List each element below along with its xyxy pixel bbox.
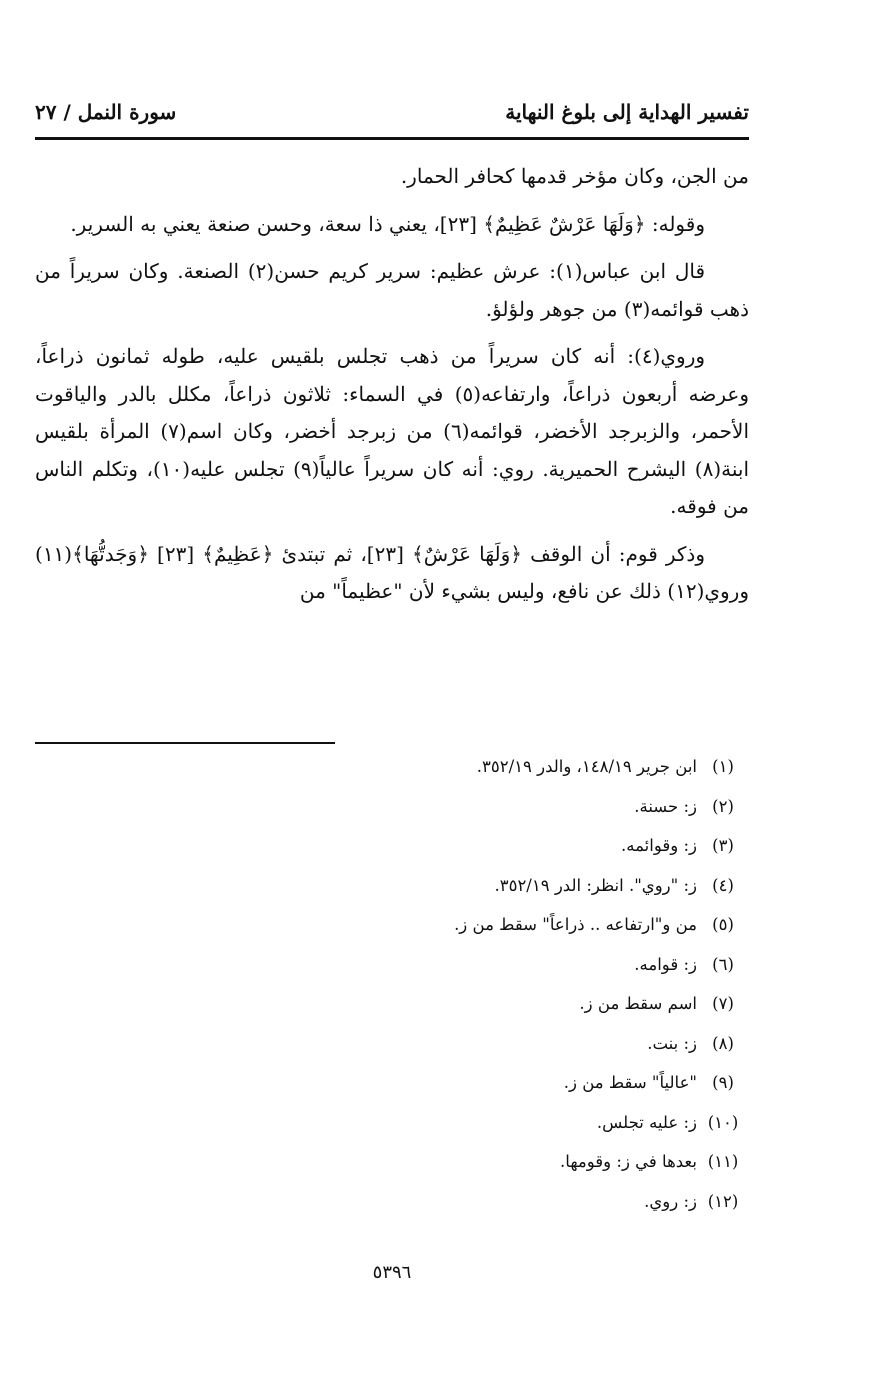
- footnote-text: ز: وقوائمه.: [621, 836, 697, 855]
- footnote: [35, 1073, 749, 1113]
- footnote: [35, 994, 749, 1034]
- footnote-number: (٩): [712, 1073, 734, 1092]
- footnote-number: (١١): [707, 1152, 739, 1171]
- footnote: [35, 915, 749, 955]
- footnote-text: بعدها في ز: وقومها.: [560, 1152, 697, 1171]
- footnote-number: (٦): [712, 954, 734, 974]
- footnote: [35, 757, 749, 797]
- main-text: [35, 158, 749, 621]
- footnote-number: (٣): [712, 836, 734, 855]
- footnote-number: (٤): [712, 875, 734, 895]
- paragraph-5: وذكر قوم: أن الوقف ﴿وَلَهَا عَرْشٌ﴾ [٢٣]، ثم تبتدئ ﴿عَظِيمٌ﴾ [٢٣] ﴿وَجَدتُّهَا﴾(١١) وروي(١٢) ذلك عن نافع، وليس بشيء لأن "عظيماً" من: [35, 541, 749, 603]
- paragraph-1: من الجن، وكان مؤخر قدمها كحافر الحمار.: [400, 164, 749, 188]
- footnote: [35, 1113, 749, 1153]
- footnote: [35, 955, 749, 995]
- paragraph-2: وقوله: ﴿وَلَهَا عَرْشٌ عَظِيمٌ﴾ [٢٣]، يعني ذا سعة، وحسن صنعة يعني به السرير.: [70, 211, 705, 236]
- footnote-number: (٨): [712, 1033, 734, 1053]
- footnote: [35, 1152, 749, 1192]
- footnotes: [35, 757, 749, 1231]
- footnote-text: ز: قوامه.: [634, 954, 697, 974]
- book-page: [35, 0, 749, 1383]
- footnote: [35, 797, 749, 837]
- page-number: ٥٣٩٦: [372, 1262, 412, 1283]
- footnote-number: (٥): [712, 915, 734, 934]
- footnote-separator: [35, 742, 335, 744]
- footnote-text: ز: عليه تجلس.: [596, 1112, 697, 1132]
- footnote: [35, 876, 749, 916]
- footnote-text: اسم سقط من ز.: [579, 994, 697, 1013]
- footnote-text: ز: "روي". انظر: الدر ٣٥٢/١٩.: [494, 875, 697, 895]
- footnote: [35, 1034, 749, 1074]
- footnote: [35, 1192, 749, 1232]
- footnote-number: (١): [712, 757, 734, 776]
- footnote-text: ز: حسنة.: [634, 796, 697, 816]
- footnote-text: ابن جرير ١٤٨/١٩، والدر ٣٥٢/١٩.: [476, 757, 697, 776]
- surah-label: سورة النمل / ٢٧: [35, 100, 177, 124]
- running-header: [35, 88, 749, 130]
- footnote-text: "عالياً" سقط من ز.: [563, 1073, 697, 1092]
- footnote-text: ز: روي.: [644, 1191, 697, 1211]
- footnote-text: من و"ارتفاعه .. ذراعاً" سقط من ز.: [454, 915, 697, 934]
- footnote-number: (٢): [712, 796, 734, 816]
- footnote-number: (٧): [712, 994, 734, 1013]
- footnote-text: ز: بنت.: [647, 1033, 697, 1053]
- paragraph-4: وروي(٤): أنه كان سريراً من ذهب تجلس بلقيس عليه، طوله ثمانون ذراعاً، وعرضه أربعون ذراعاً، وارتفاعه(٥) في السماء: ثلاثون ذراعاً، مكلل بالدر والياقوت الأحمر، والزبرجد الأخضر، قوائمه(٦) من زبرجد أخضر، وكان اسم(٧) المرأة بلقيس ابنة(٨) اليشرح الحميرية. روي: أنه كان سريراً عالياً(٩) تجلس عليه(١٠)، وتكلم الناس من فوقه.: [35, 344, 750, 518]
- footnote: [35, 836, 749, 876]
- header-rule: [35, 137, 749, 140]
- footnote-number: (١٢): [707, 1191, 739, 1211]
- footnote-number: (١٠): [707, 1112, 739, 1132]
- paragraph-3: قال ابن عباس(١): عرش عظيم: سرير كريم حسن(٢) الصنعة. وكان سريراً من ذهب قوائمه(٣) من جوهر ولؤلؤ.: [35, 259, 749, 321]
- book-title: تفسير الهداية إلى بلوغ النهاية: [505, 100, 749, 124]
